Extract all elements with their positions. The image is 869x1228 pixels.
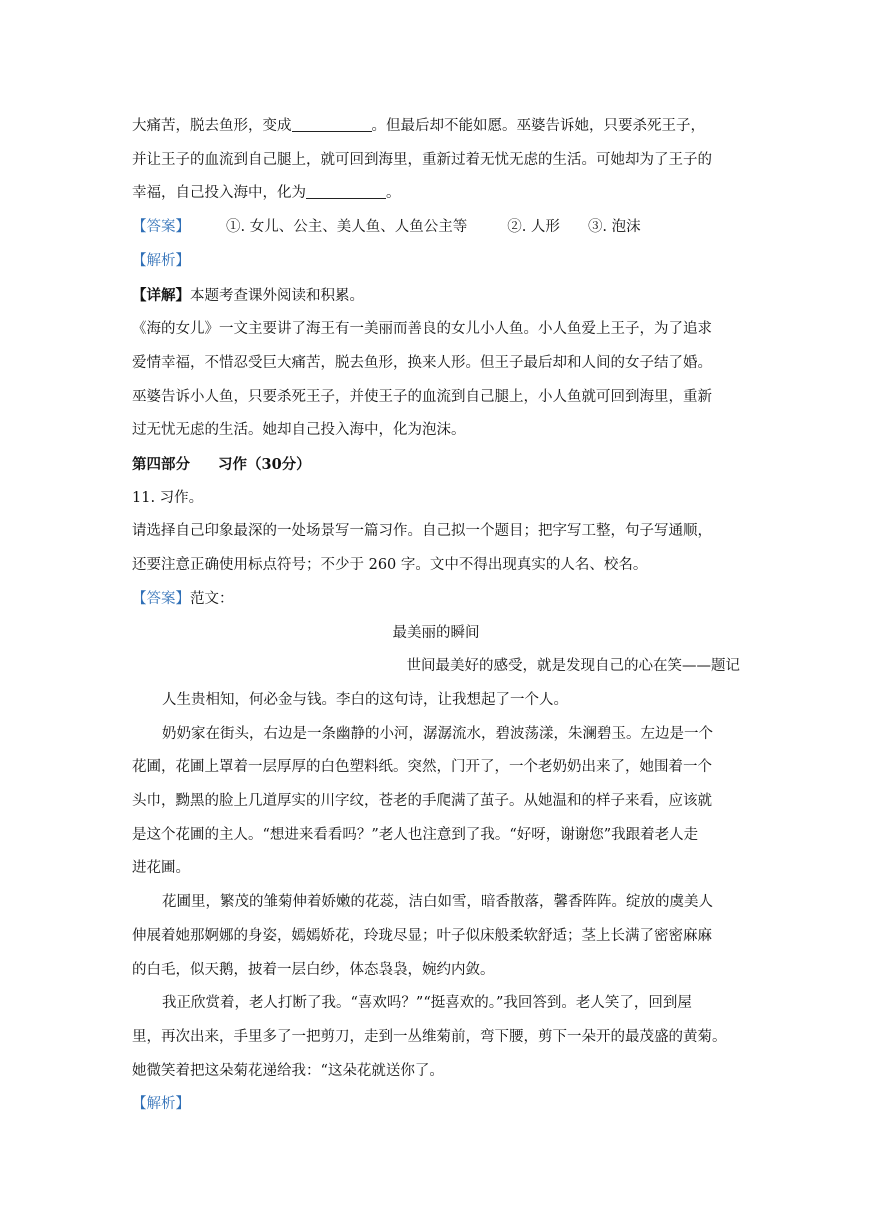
question-11-number: 11. 习作。 — [132, 489, 204, 506]
essay-line: 是这个花圃的主人。“想进来看看吗？”老人也注意到了我。“好呀，谢谢您”我跟着老人走 — [132, 826, 699, 843]
fill-blank — [306, 182, 386, 199]
text-segment: 大痛苦，脱去鱼形，变成 — [132, 118, 292, 134]
essay-line: 人生贵相知，何必金与钱。李白的这句诗，让我想起了一个人。 — [162, 691, 568, 708]
fill-blank — [292, 115, 372, 132]
explanation-line: 巫婆告诉小人鱼，只要杀死王子，并使王子的血流到自己腿上，小人鱼就可回到海里，重新 — [132, 388, 712, 405]
essay-answer-line — [132, 583, 740, 617]
question-11-prompt-line: 还要注意正确使用标点符号；不少于 260 字。文中不得出现真实的人名、校名。 — [132, 557, 648, 574]
text-segment: 幸福，自己投入海中，化为 — [132, 185, 306, 202]
essay-answer-text: 范文： — [190, 590, 234, 607]
detail-text: 本题考查课外阅读和积累。 — [190, 287, 364, 304]
essay-line: 里，再次出来，手里多了一把剪刀，走到一丛维菊前，弯下腰，剪下一朵开的最茂盛的黄菊。 — [132, 1028, 727, 1045]
explanation-line: 过无忧无虑的生活。她却自己投入海中，化为泡沫。 — [132, 422, 466, 439]
essay-line: 伸展着她那婀娜的身姿，嫣嫣娇花，玲珑尽显；叶子似床般柔软舒适；茎上长满了密密麻麻 — [132, 927, 712, 944]
essay-line: 进花圃。 — [132, 860, 190, 877]
final-analysis-label: 【解析】 — [132, 1096, 190, 1113]
analysis-label: 【解析】 — [132, 252, 190, 269]
question-11-prompt-line: 请选择自己印象最深的一处场景写一篇习作。自己拟一个题目；把字写工整，句子写通顺， — [132, 523, 712, 540]
document-body — [132, 110, 740, 1122]
q10-line-1 — [132, 110, 740, 144]
essay-line: 的白毛，似天鹅，披着一层白纱，体态袅袅，婉约内敛。 — [132, 961, 495, 978]
answer-option-3: ③. 泡沫 — [587, 219, 641, 236]
essay-line: 头巾，黝黑的脸上几道厚实的川字纹，苍老的手爬满了茧子。从她温和的样子来看，应该就 — [132, 793, 712, 810]
q10-line-2: 并让王子的血流到自己腿上，就可回到海里，重新过着无忧无虑的生活。可她却为了王子的 — [132, 151, 712, 168]
section-part: 第四部分 — [132, 456, 190, 474]
essay-line: 我正欣赏着，老人打断了我。“喜欢吗？”“挺喜欢的。”我回答到。老人笑了，回到屋 — [162, 995, 692, 1012]
answer-option-1: ①. 女儿、公主、美人鱼、人鱼公主等 — [226, 219, 468, 236]
essay-title: 最美丽的瞬间 — [392, 624, 480, 641]
explanation-line: 爱情幸福，不惜忍受巨大痛苦，脱去鱼形，换来人形。但王子最后却和人间的女子结了婚。 — [132, 354, 712, 371]
q10-line-3 — [132, 177, 740, 211]
section-title: 习作（30分） — [218, 456, 311, 474]
essay-line: 花圃，花圃上罩着一层厚厚的白色塑料纸。突然，门开了，一个老奶奶出来了，她围着一个 — [132, 759, 712, 776]
detail-label: 【详解】 — [132, 286, 190, 304]
answer-row — [132, 211, 740, 245]
essay-line: 奶奶家在街头，右边是一条幽静的小河，潺潺流水，碧波荡漾，朱澜碧玉。左边是一个 — [162, 725, 713, 742]
section-heading — [132, 448, 740, 482]
explanation-line: 《海的女儿》一文主要讲了海王有一美丽而善良的女儿小人鱼。小人鱼爱上王子，为了追求 — [132, 321, 712, 338]
detail-line — [132, 279, 740, 314]
essay-line: 她微笑着把这朵菊花递给我：“这朵花就送你了。 — [132, 1062, 444, 1079]
essay-answer-label: 【答案】 — [132, 590, 190, 607]
essay-epigraph: 世间最美好的感受，就是发现自己的心在笑——题记 — [406, 658, 740, 675]
answer-label: 【答案】 — [132, 219, 190, 236]
answer-option-2: ②. 人形 — [507, 219, 560, 236]
text-segment: 。但最后却不能如愿。巫婆告诉她，只要杀死王子， — [371, 118, 705, 134]
text-segment: 。 — [386, 185, 401, 202]
essay-line: 花圃里，繁茂的雏菊伸着娇嫩的花蕊，洁白如雪，暗香散落，馨香阵阵。绽放的虞美人 — [162, 894, 713, 911]
